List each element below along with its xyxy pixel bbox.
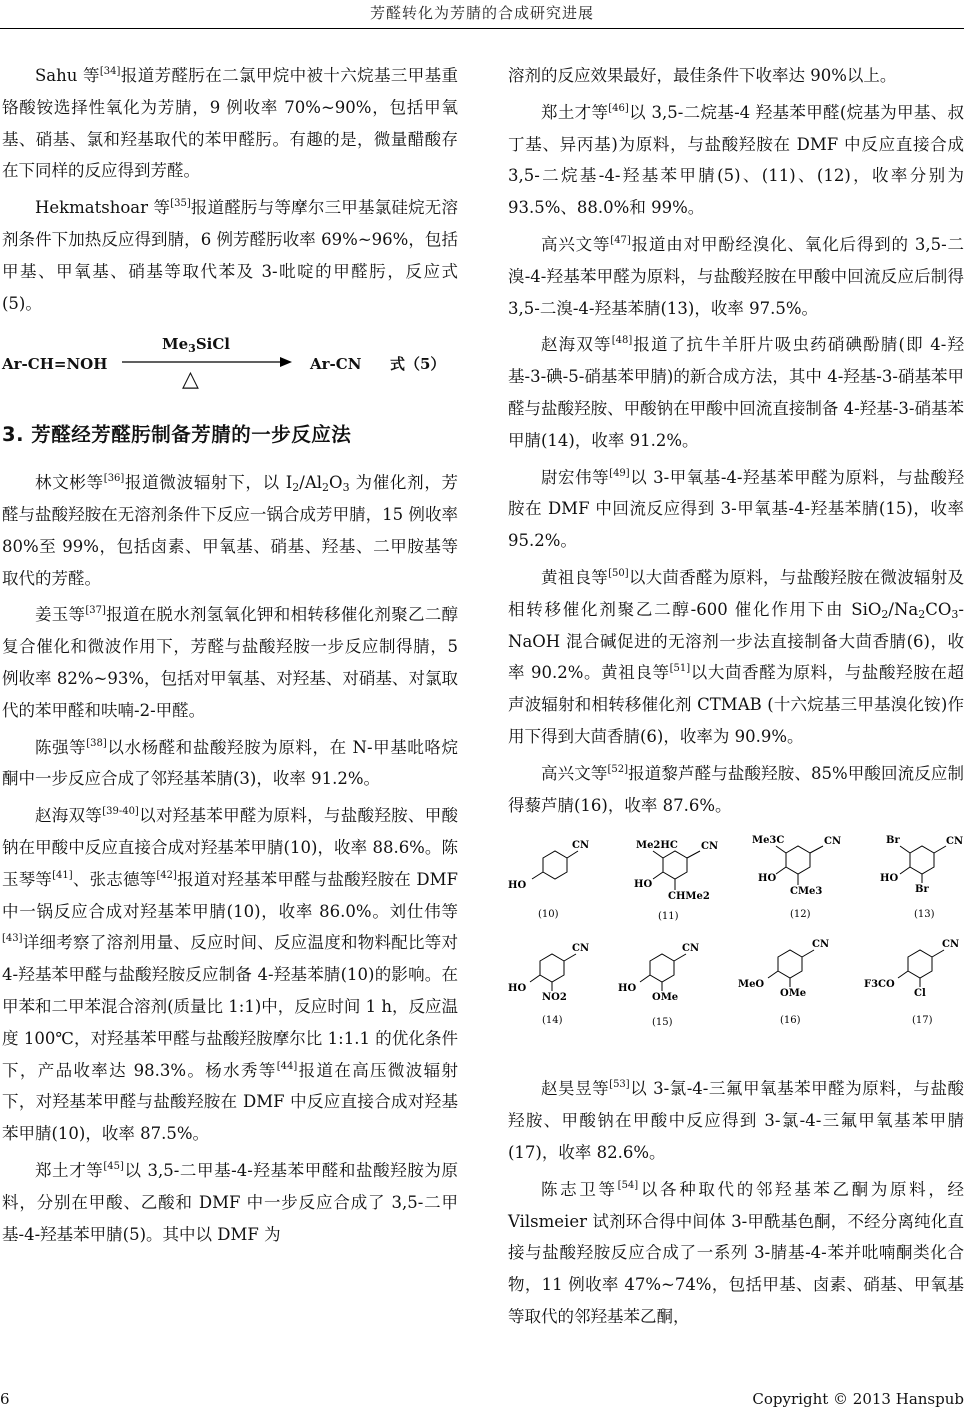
structures-svg [508,833,964,1065]
structure-13 [900,846,946,883]
structure-14 [530,954,576,991]
paragraph-continuation: 溶剂的反应效果最好，最佳条件下收率达 90%以上。 [508,66,897,85]
citation: [48] [611,335,633,347]
group-label: HO [880,873,899,885]
compound-label: (10) [538,909,559,921]
citation: [54] [617,1179,639,1191]
equation-number: 式（5） [390,355,446,374]
reagent-part: SiCl [195,335,230,354]
group-label: Cl [914,988,926,1000]
structure-15 [640,954,686,991]
compound-label: (14) [542,1015,563,1027]
text: 、张志德等 [72,869,157,889]
text: 以 3-氯-4-三氟甲氧基苯甲醛为原料，与盐酸羟胺、甲酸钠在甲酸中反应得到 3-氯-4-三氟甲氧基苯甲腈(17)，收率 82.6%。 [508,1079,964,1162]
text: 报道在高压微波辐射下，对羟基苯甲醛与盐酸羟胺在 DMF 中反应直接合成对羟基苯甲腈(10)，收率 87.5%。 [2,1060,458,1144]
text: 林文彬等 [35,473,104,493]
text: 以 3,5-二甲基-4-羟基苯甲醛和盐酸羟胺为原料，分别在甲酸、乙酸和 DMF 中一步反应合成了 3,5-二甲基-4-羟基苯甲腈(5)。其中以 DMF 为 [2,1160,459,1244]
copyright: Copyright © 2013 Hanspub [752,1390,964,1408]
group-label: HO [508,983,527,995]
group-label: HO [634,879,653,891]
structure-figure [508,833,964,1065]
text: /Na [888,599,919,619]
text: /Al [299,473,323,493]
text: 以大茴香醛为原料，与盐酸羟胺在超声波辐射和相转移催化剂 CTMAB (十六烷基三甲基溴化铵)作用下得到大茴香腈(6)，收率为 90.9%。 [508,663,964,746]
reagent-subscript: 3 [188,342,196,356]
group-label: CN [946,836,964,848]
group-label: MeO [738,979,765,991]
right-column [508,60,964,1338]
group-label: CN [572,840,590,852]
heat-symbol: △ [182,367,199,393]
subscript: 2 [881,607,889,621]
citation: [44] [276,1060,298,1072]
group-label: CN [824,836,842,848]
text: 黄祖良等 [541,567,609,587]
paragraph-chen-zhiwei [508,1174,964,1333]
text: 以 3,5-二烷基-4 羟基苯甲醛(烷基为甲基、叔丁基、异丙基)为原料，与盐酸羟胺在 DMF 中反应直接合成 3,5-二烷基-4-羟基苯甲腈(5)、(11)、(12)，收率分别为 93.5%、88.0%和 99%。 [508,102,964,218]
structure-16 [768,950,814,987]
citation: [39-40] [102,806,139,818]
citation: [35] [170,198,191,210]
group-label: HO [758,873,777,885]
citation: [38] [86,737,107,749]
text: 报道在脱水剂氢氧化钾和相转移催化剂聚乙二醇复合催化和微波作用下，芳醛与盐酸羟胺一步反应制得腈，5 例收率 82%~93%，包括对甲氧基、对羟基、对硝基、对氯取代的苯甲醛和呋喃-2-甲醛。 [2,605,459,720]
reaction-product: Ar-CN [310,355,362,374]
text: 报道黎芦醛与盐酸羟胺、85%甲酸回流反应制得藜芦腈(16)，收率 87.6%。 [508,763,964,815]
text: Sahu 等 [35,66,100,85]
text: 赵海双等 [541,335,612,355]
text: 报道了抗牛羊肝片吸虫药硝碘酚腈(即 4-羟基-3-碘-5-硝基苯甲腈)的新合成方法，其中 4-羟基-3-硝基苯甲醛与盐酸羟胺、甲酸钠在甲酸中回流直接制备 4-羟基-3-硝基苯甲腈(14)，收率 91.2%。 [508,335,964,450]
compound-label: (15) [652,1017,673,1029]
citation: [41] [52,869,73,881]
group-label: NO2 [542,992,567,1004]
text: 报道醛肟与等摩尔三甲基氯硅烷无溶剂条件下加热反应得到腈，6 例芳醛肟收率 69%~96%，包括甲基、甲氧基、硝基等取代苯及 3-吡啶的甲醛肟，反应式(5)。 [2,198,459,313]
group-label: CN [682,943,700,955]
text: 郑土才等 [541,102,609,122]
compound-label: (13) [914,909,935,921]
group-label: HO [618,983,637,995]
group-label: CHMe2 [668,891,710,903]
text: 报道微波辐射下，以 I [124,473,293,493]
text: 陈志卫等 [541,1179,618,1199]
text: 报道由对甲酚经溴化、氧化后得到的 3,5-二溴-4-羟基苯甲醛为原料，与盐酸羟胺在甲酸中回流反应后制得 3,5-二溴-4-羟基苯腈(13)，收率 97.5%。 [508,234,964,318]
paragraph-gao [508,229,964,324]
text: Hekmatshoar 等 [35,198,171,218]
text: 以各种取代的邻羟基苯乙酮为原料，经 Vilsmeier 试剂环合得中间体 3-甲酰基色酮，不经分离纯化直接与盐酸羟胺反应合成了一系列 3-腈基-4-苯并吡喃酮类化合物，11 例收率 47%~74%，包括甲基、卤素、硝基、甲氧基等取代的邻羟基苯乙酮， [508,1179,964,1326]
paragraph-zhao-hao [508,1073,964,1168]
text: O [329,473,343,493]
citation: [51] [669,663,691,675]
compound-label: (12) [790,909,811,921]
citation: [50] [608,567,629,579]
text: 以水杨醛和盐酸羟胺为原料，在 N-甲基吡咯烷酮中一步反应合成了邻羟基苯腈(3)，收率 91.2%。 [2,737,458,789]
text: 为催化剂，芳醛与盐酸羟胺在无溶剂条件下反应一锅合成芳甲腈，15 例收率 80%至 99%，包括卤素、甲氧基、硝基、羟基、二甲胺基等取代的芳醛。 [2,473,459,588]
group-label: CN [701,841,719,853]
reaction-equation-5 [2,329,458,401]
compound-label: (17) [912,1015,933,1027]
citation: [49] [609,467,630,479]
text: 陈强等 [35,737,87,757]
paragraph-hekmatshoar [2,192,458,319]
citation: [46] [608,102,629,114]
group-label: Me2HC [636,840,678,852]
subscript: 2 [292,481,300,495]
text: 郑土才等 [35,1160,104,1180]
paragraph-jiang [2,599,458,726]
group-label: HO [508,880,527,892]
group-label: CMe3 [790,886,823,898]
paragraph-lin [2,467,458,594]
reaction-reactant: Ar-CH=NOH [2,355,108,374]
group-label: OMe [652,992,679,1004]
text: 以 3-甲氧基-4-羟基苯甲醛为原料，与盐酸羟胺在 DMF 中回流反应得到 3-甲氧基-4-羟基苯腈(15)，收率 95.2%。 [508,467,964,551]
text: 姜玉等 [35,605,86,625]
page-number: 6 [0,1390,10,1408]
structure-11 [653,851,700,890]
reagent-part: Me [162,335,189,354]
paragraph-chen [2,732,458,796]
compound-label: (11) [658,911,679,923]
group-label: Me3C [752,835,785,847]
paragraph-zheng [2,1155,458,1250]
compound-label: (16) [780,1015,801,1027]
reaction-arrow [122,355,292,369]
citation: [53] [609,1079,630,1091]
text: 详细考察了溶剂用量、反应时间、反应温度和物料配比等对 4-羟基苯甲醛与盐酸羟胺反应制备 4-羟基苯腈(10)的影响。在甲苯和二甲苯混合溶剂(质量比 1:1)中，反应时间 1 h，反应温度 100℃，对羟基苯甲醛与盐酸羟胺摩尔比 1:1.1 的优化条件下，产品收率达 98.3%。杨水秀等 [2,933,458,1080]
text: 赵昊昱等 [541,1079,610,1099]
citation: [42] [156,869,177,881]
citation: [37] [85,605,106,617]
structure-10 [532,851,578,879]
citation: [36] [103,473,125,485]
structure-17 [898,950,944,987]
running-header: 芳醛转化为芳腈的合成研究进展 [369,4,594,22]
structure-12 [776,846,823,885]
text: 以对羟基苯甲醛为原料，与盐酸羟胺、甲酸钠在甲酸中反应直接合成对羟基苯甲腈(10)，收率 88.6%。陈玉琴等 [2,806,459,889]
text: 尉宏伟等 [541,467,610,487]
paragraph-zhao [2,800,458,1150]
paragraph-huang [508,562,964,753]
subscript: 3 [342,481,350,495]
paragraph-gao-2 [508,758,964,822]
subscript: 2 [918,607,926,621]
group-label: Br [915,884,929,896]
group-label: CN [942,939,960,951]
left-column [2,60,458,1255]
text: CO [925,599,952,619]
text: 报道芳醛肟在二氯甲烷中被十六烷基三甲基重铬酸铵选择性氧化为芳腈，9 例收率 70%~90%，包括甲氧基、硝基、氯和羟基取代的苯甲醛肟。有趣的是，微量醋酸存在下同样的反应得到芳醛。 [2,66,459,181]
text: 赵海双等 [35,806,103,826]
paragraph-sahu [2,60,458,187]
paragraph-zhao-2 [508,329,964,456]
citation: [52] [607,763,629,775]
text: 报道对羟基苯甲醛与盐酸羟胺在 DMF 中一锅反应合成对羟基苯甲腈(10)，收率 86.0%。刘仕伟等 [2,869,459,921]
text: 以大茴香醛为原料，与盐酸羟胺在微波辐射及相转移催化剂聚乙二醇-600 催化作用下由 SiO [508,567,964,619]
section-heading: 3. 芳醛经芳醛肟制备芳腈的一步反应法 [2,423,352,447]
group-label: CN [812,939,830,951]
group-label: OMe [780,988,807,1000]
text: 高兴文等 [541,234,611,254]
header-rule [0,28,964,29]
subscript: 2 [322,481,330,495]
group-label: Br [886,835,900,847]
group-label: CN [572,943,590,955]
text: -NaOH 混合碱促进的无溶剂一步法直接制备大茴香腈(6)，收率 90.2%。黄祖良等 [508,599,964,683]
citation: [47] [610,234,631,246]
citation: [34] [99,66,121,77]
text: 高兴文等 [541,763,608,783]
subscript: 3 [951,607,959,621]
paragraph-zheng-2 [508,97,964,224]
paragraph-wei [508,462,964,557]
group-label: F3CO [864,979,895,991]
citation: [43] [2,933,23,945]
citation: [45] [103,1160,124,1172]
